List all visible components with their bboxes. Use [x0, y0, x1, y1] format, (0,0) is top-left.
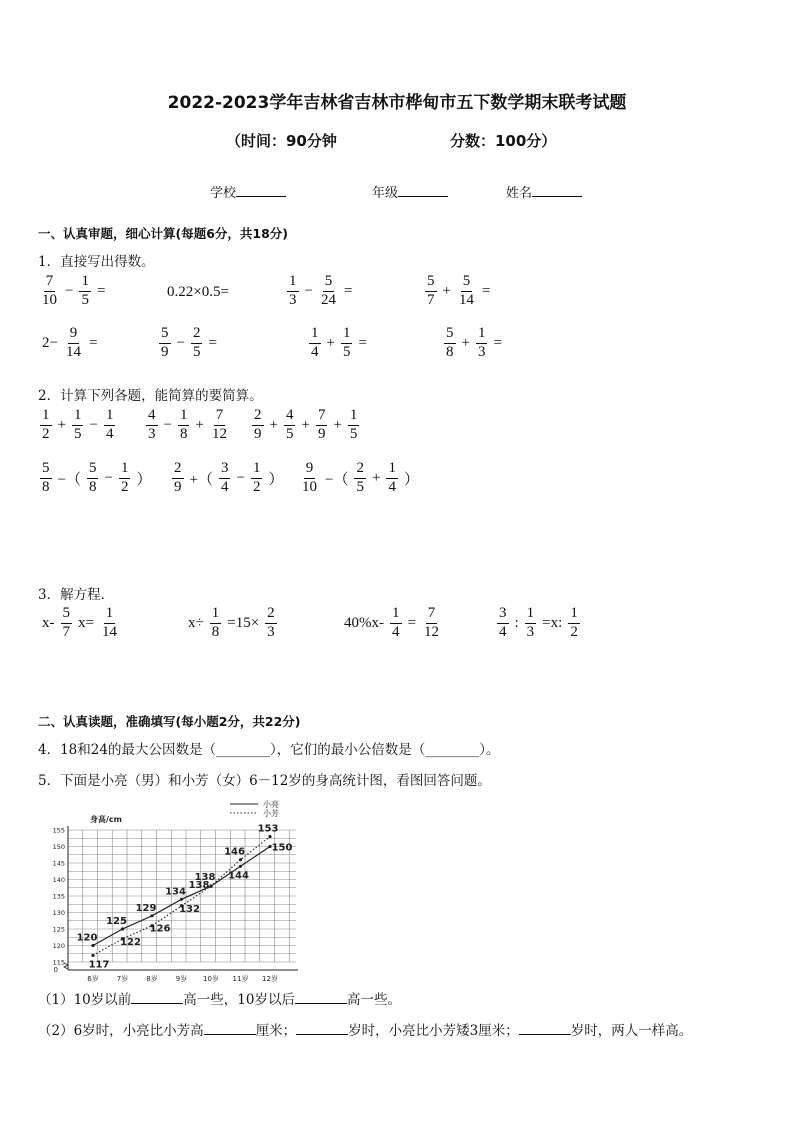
- denominator: 5: [192, 343, 201, 360]
- denominator: 8: [88, 478, 97, 495]
- fraction: [354, 461, 366, 496]
- denominator: 5: [349, 425, 358, 442]
- operator: =: [96, 282, 106, 299]
- denominator: 3: [477, 343, 486, 360]
- x-tick-label: 11岁: [232, 975, 249, 983]
- sub2-text-d: 岁时，两人一样高。: [570, 1023, 693, 1039]
- operator: ）: [268, 471, 284, 488]
- fraction: [219, 461, 231, 496]
- answer-blank[interactable]: [131, 1003, 183, 1004]
- q3-equation: [38, 606, 121, 641]
- question-1-label: 1．直接写出得数。: [38, 254, 155, 270]
- q3-equation: [495, 606, 582, 641]
- y-tick-label: 115: [52, 958, 65, 967]
- operator: +: [333, 416, 342, 433]
- q2-expr: [298, 461, 423, 496]
- fraction: [40, 461, 52, 496]
- denominator: 9: [174, 478, 182, 495]
- operator: =: [481, 282, 491, 299]
- data-label: 146: [224, 846, 245, 858]
- denominator: 5: [81, 291, 89, 308]
- numerator: 3: [219, 461, 231, 479]
- answer-blank[interactable]: [204, 1034, 256, 1035]
- denominator: 3: [526, 623, 535, 640]
- fraction: [178, 408, 190, 443]
- fraction: [146, 408, 158, 443]
- numerator: 1: [210, 606, 222, 624]
- fraction: [341, 326, 353, 361]
- numerator: 1: [79, 274, 91, 292]
- fraction: [348, 408, 360, 443]
- denominator: 4: [392, 623, 400, 640]
- data-point: [150, 914, 153, 917]
- denominator: 2: [570, 623, 578, 640]
- fraction: [119, 461, 131, 496]
- data-label: 120: [76, 932, 98, 944]
- denominator: 12: [423, 623, 439, 640]
- operator: =: [407, 614, 416, 631]
- operator: +: [269, 416, 278, 433]
- fraction: [191, 326, 203, 361]
- data-point: [209, 885, 212, 888]
- fraction: [319, 274, 338, 309]
- numerator: 1: [309, 326, 321, 344]
- denominator: 2: [120, 478, 129, 495]
- answer-blank[interactable]: [519, 1034, 571, 1035]
- denominator: 14: [65, 343, 81, 360]
- numerator: 2: [252, 408, 264, 426]
- section-1-heading: 一、认真审题，细心计算(每题6分，共18分): [38, 226, 289, 241]
- q1-expr: [38, 326, 101, 361]
- operator: −: [65, 282, 74, 299]
- x-tick-label: 7岁: [116, 975, 129, 983]
- operator: +: [195, 416, 204, 433]
- numerator: 1: [119, 461, 131, 479]
- q2-expr: [144, 408, 231, 443]
- y-tick-label: 150: [52, 843, 65, 851]
- fraction: [284, 408, 296, 443]
- fraction: [287, 274, 299, 309]
- fraction: [252, 408, 264, 443]
- denominator: 14: [101, 623, 117, 640]
- numerator: 5: [61, 606, 73, 624]
- operator: −: [89, 416, 98, 433]
- operator: =: [493, 334, 502, 351]
- numerator: 2: [354, 461, 366, 479]
- operator: 2−: [42, 334, 58, 351]
- operator: x÷: [188, 614, 204, 631]
- operator: 40%x-: [344, 614, 384, 631]
- numerator: 1: [476, 326, 488, 344]
- numerator: 1: [178, 408, 190, 426]
- numerator: 1: [386, 461, 398, 479]
- operator: ）: [403, 471, 419, 488]
- x-tick-label: 9岁: [175, 975, 188, 983]
- denominator: 5: [356, 478, 364, 495]
- numerator: 3: [497, 606, 509, 624]
- denominator: 4: [105, 425, 114, 442]
- numerator: 7: [44, 274, 56, 292]
- fraction: [100, 606, 119, 641]
- denominator: 9: [161, 343, 169, 360]
- school-field: [210, 182, 286, 201]
- denominator: 3: [289, 291, 297, 308]
- data-label: 117: [88, 959, 110, 971]
- operator: +（: [189, 471, 213, 488]
- answer-blank[interactable]: [296, 1034, 348, 1035]
- sub2-text-a: （2）6岁时，小亮比小芳高: [38, 1023, 204, 1039]
- y-tick-label: 140: [52, 876, 65, 884]
- data-label: 129: [135, 902, 157, 914]
- numerator: 2: [172, 461, 184, 479]
- fraction: [104, 408, 116, 443]
- chart-tick-labels: [53, 814, 278, 983]
- fraction: [172, 461, 184, 496]
- fraction: [87, 461, 99, 496]
- numerator: 1: [568, 606, 580, 624]
- operator: ）: [136, 471, 152, 488]
- operator: −（: [57, 471, 81, 488]
- sub-question-1: [38, 988, 401, 1008]
- denominator: 10: [302, 478, 317, 495]
- fraction: [309, 326, 321, 361]
- data-label: 126: [149, 923, 171, 935]
- denominator: 2: [42, 425, 50, 442]
- y-axis-label: 身高/cm: [90, 815, 122, 824]
- question-4: 4．18和24的最大公因数是（________），它们的最小公倍数是（________）。: [38, 742, 500, 758]
- numerator: 9: [68, 326, 80, 344]
- question-3-label: 3．解方程．: [38, 587, 115, 603]
- fraction: [265, 606, 277, 641]
- numerator: 1: [104, 606, 116, 624]
- denominator: 24: [320, 291, 336, 308]
- data-point: [268, 835, 271, 838]
- q3-equation: [184, 606, 279, 641]
- name-label: 姓名: [506, 186, 533, 201]
- data-label: 153: [257, 823, 279, 835]
- fraction: [422, 606, 441, 641]
- fraction: [476, 326, 488, 361]
- fraction: [40, 408, 52, 443]
- data-point: [121, 927, 124, 930]
- grade-field: [372, 182, 448, 201]
- operator: +: [57, 416, 66, 433]
- fraction: [251, 461, 263, 496]
- y-tick-label: 130: [52, 909, 65, 917]
- operator: +: [461, 334, 470, 351]
- data-label: 134: [165, 886, 186, 898]
- numerator: 5: [425, 274, 437, 292]
- numerator: 7: [426, 606, 438, 624]
- numerator: 2: [265, 606, 277, 624]
- fraction: [300, 461, 319, 496]
- data-label: 138: [194, 872, 216, 884]
- numerator: 5: [40, 461, 52, 479]
- numerator: 1: [251, 461, 263, 479]
- fraction: [457, 274, 476, 309]
- data-point: [91, 944, 94, 947]
- legend-label: 小亮: [263, 800, 279, 809]
- sub1-text-b: 高一些，10岁以后: [183, 992, 295, 1008]
- denominator: 3: [267, 623, 275, 640]
- denominator: 2: [252, 478, 261, 495]
- operator: +: [301, 416, 310, 433]
- operator: :: [514, 614, 519, 631]
- operator: x=: [78, 614, 94, 631]
- q2-expr: [170, 461, 287, 496]
- operator: =15×: [227, 614, 260, 631]
- q1-expr: [285, 274, 356, 309]
- data-label: 150: [271, 842, 293, 854]
- denominator: 4: [311, 343, 319, 360]
- q2-expr: [250, 408, 361, 443]
- denominator: 14: [458, 291, 474, 308]
- operator: −: [176, 334, 185, 351]
- q1-expr: [38, 274, 109, 309]
- q2-expr: [38, 408, 117, 443]
- q1-expr: [423, 274, 494, 309]
- operator: −: [304, 282, 313, 299]
- numerator: 7: [214, 408, 226, 426]
- fraction: [40, 274, 59, 309]
- chart-data-labels: [77, 824, 293, 971]
- q2-expr: [38, 461, 155, 496]
- exam-score: 分数：100分）: [450, 132, 557, 150]
- y-tick-label: 135: [52, 892, 65, 901]
- numerator: 5: [323, 274, 335, 292]
- fraction: [525, 606, 537, 641]
- operator: =: [358, 334, 367, 351]
- y-tick-label: 155: [52, 826, 65, 835]
- q1-expr: [163, 284, 233, 301]
- fraction: [568, 606, 580, 641]
- operator: −: [163, 416, 172, 433]
- operator: −: [104, 469, 113, 486]
- numerator: 1: [348, 408, 360, 426]
- operator: 0.22×0.5=: [167, 284, 229, 300]
- denominator: 12: [211, 425, 227, 442]
- operator: −: [236, 469, 245, 486]
- q1-expr: [307, 326, 371, 361]
- q1-expr: [442, 326, 506, 361]
- fraction: [61, 606, 73, 641]
- data-label: 132: [179, 903, 200, 915]
- data-label: 144: [228, 870, 249, 882]
- y-tick-label: 120: [52, 942, 65, 950]
- fraction: [444, 326, 456, 361]
- denominator: 9: [254, 425, 262, 442]
- school-label: 学校: [210, 186, 237, 201]
- numerator: 4: [146, 408, 158, 426]
- fraction: [210, 408, 229, 443]
- chart-legend: [230, 799, 279, 818]
- q3-equation: [340, 606, 443, 641]
- denominator: 4: [220, 478, 229, 495]
- data-label: 125: [106, 916, 127, 927]
- numerator: 1: [40, 408, 52, 426]
- operator: =: [88, 334, 98, 351]
- fraction: [72, 408, 84, 443]
- numerator: 4: [284, 408, 296, 426]
- section-2-heading: 二、认真读题，准确填写(每小题2分，共22分): [38, 714, 301, 729]
- denominator: 4: [499, 623, 507, 640]
- numerator: 5: [87, 461, 99, 479]
- fraction: [425, 274, 437, 309]
- fraction: [79, 274, 91, 309]
- numerator: 2: [191, 326, 203, 344]
- denominator: 5: [342, 343, 351, 360]
- operator: =x:: [542, 614, 563, 631]
- numerator: 1: [341, 326, 353, 344]
- fraction: [159, 326, 171, 361]
- denominator: 8: [211, 623, 220, 640]
- numerator: 1: [390, 606, 402, 624]
- page-title: 2022-2023学年吉林省吉林市桦甸市五下数学期末联考试题: [167, 93, 627, 113]
- fraction: [64, 326, 83, 361]
- operator: +: [371, 469, 381, 486]
- data-label: 138: [188, 880, 210, 892]
- data-point: [239, 858, 242, 861]
- operator: x-: [42, 614, 55, 631]
- axis-break-label: 0: [53, 966, 58, 974]
- sub-question-2: [38, 1019, 692, 1039]
- denominator: 8: [446, 343, 454, 360]
- x-tick-label: 6岁: [87, 975, 99, 983]
- x-tick-label: 10岁: [203, 975, 219, 983]
- numerator: 5: [444, 326, 456, 344]
- exam-time: （时间：90分钟: [226, 132, 337, 150]
- numerator: 5: [159, 326, 171, 344]
- data-point: [91, 954, 94, 957]
- operator: +: [326, 334, 335, 351]
- question-5: 5．下面是小亮（男）和小芳（女）6－12岁的身高统计图，看图回答问题。: [38, 773, 491, 789]
- data-label: 122: [120, 936, 141, 948]
- denominator: 7: [427, 291, 435, 308]
- operator: =: [343, 282, 353, 299]
- sub2-text-c: 岁时，小亮比小芳矮3厘米；: [348, 1023, 519, 1039]
- name-field: [506, 182, 582, 201]
- legend-label: 小芳: [263, 809, 279, 818]
- operator: =: [208, 334, 217, 351]
- height-line-chart: [40, 796, 310, 983]
- y-tick-label: 125: [52, 925, 65, 934]
- x-tick-label: 12岁: [262, 975, 278, 983]
- numerator: 9: [304, 461, 316, 479]
- denominator: 10: [42, 291, 57, 308]
- denominator: 5: [73, 425, 82, 442]
- q1-expr: [157, 326, 221, 361]
- denominator: 9: [317, 425, 326, 442]
- fraction: [390, 606, 402, 641]
- data-point: [180, 898, 183, 901]
- denominator: 5: [285, 425, 294, 442]
- fraction: [497, 606, 509, 641]
- sub1-text-c: 高一些。: [346, 992, 401, 1008]
- sub2-text-b: 厘米；: [255, 1023, 297, 1039]
- denominator: 3: [148, 425, 156, 442]
- operator: −（: [325, 471, 349, 488]
- operator: +: [442, 282, 451, 299]
- numerator: 1: [104, 408, 116, 426]
- fraction: [386, 461, 398, 496]
- y-tick-label: 145: [52, 859, 65, 868]
- numerator: 1: [525, 606, 537, 624]
- numerator: 1: [287, 274, 299, 292]
- fraction: [316, 408, 328, 443]
- data-point: [239, 865, 242, 868]
- answer-blank[interactable]: [295, 1003, 347, 1004]
- denominator: 4: [388, 478, 396, 495]
- grade-label: 年级: [372, 186, 399, 201]
- denominator: 8: [179, 425, 188, 442]
- fraction: [210, 606, 222, 641]
- denominator: 8: [42, 478, 50, 495]
- denominator: 7: [62, 623, 70, 640]
- numerator: 7: [316, 408, 328, 426]
- question-2-label: 2．计算下列各题，能简算的要简算。: [38, 388, 263, 404]
- sub1-text-a: （1）10岁以前: [38, 992, 132, 1008]
- x-tick-label: 8岁: [146, 975, 158, 983]
- numerator: 5: [461, 274, 473, 292]
- numerator: 1: [72, 408, 84, 426]
